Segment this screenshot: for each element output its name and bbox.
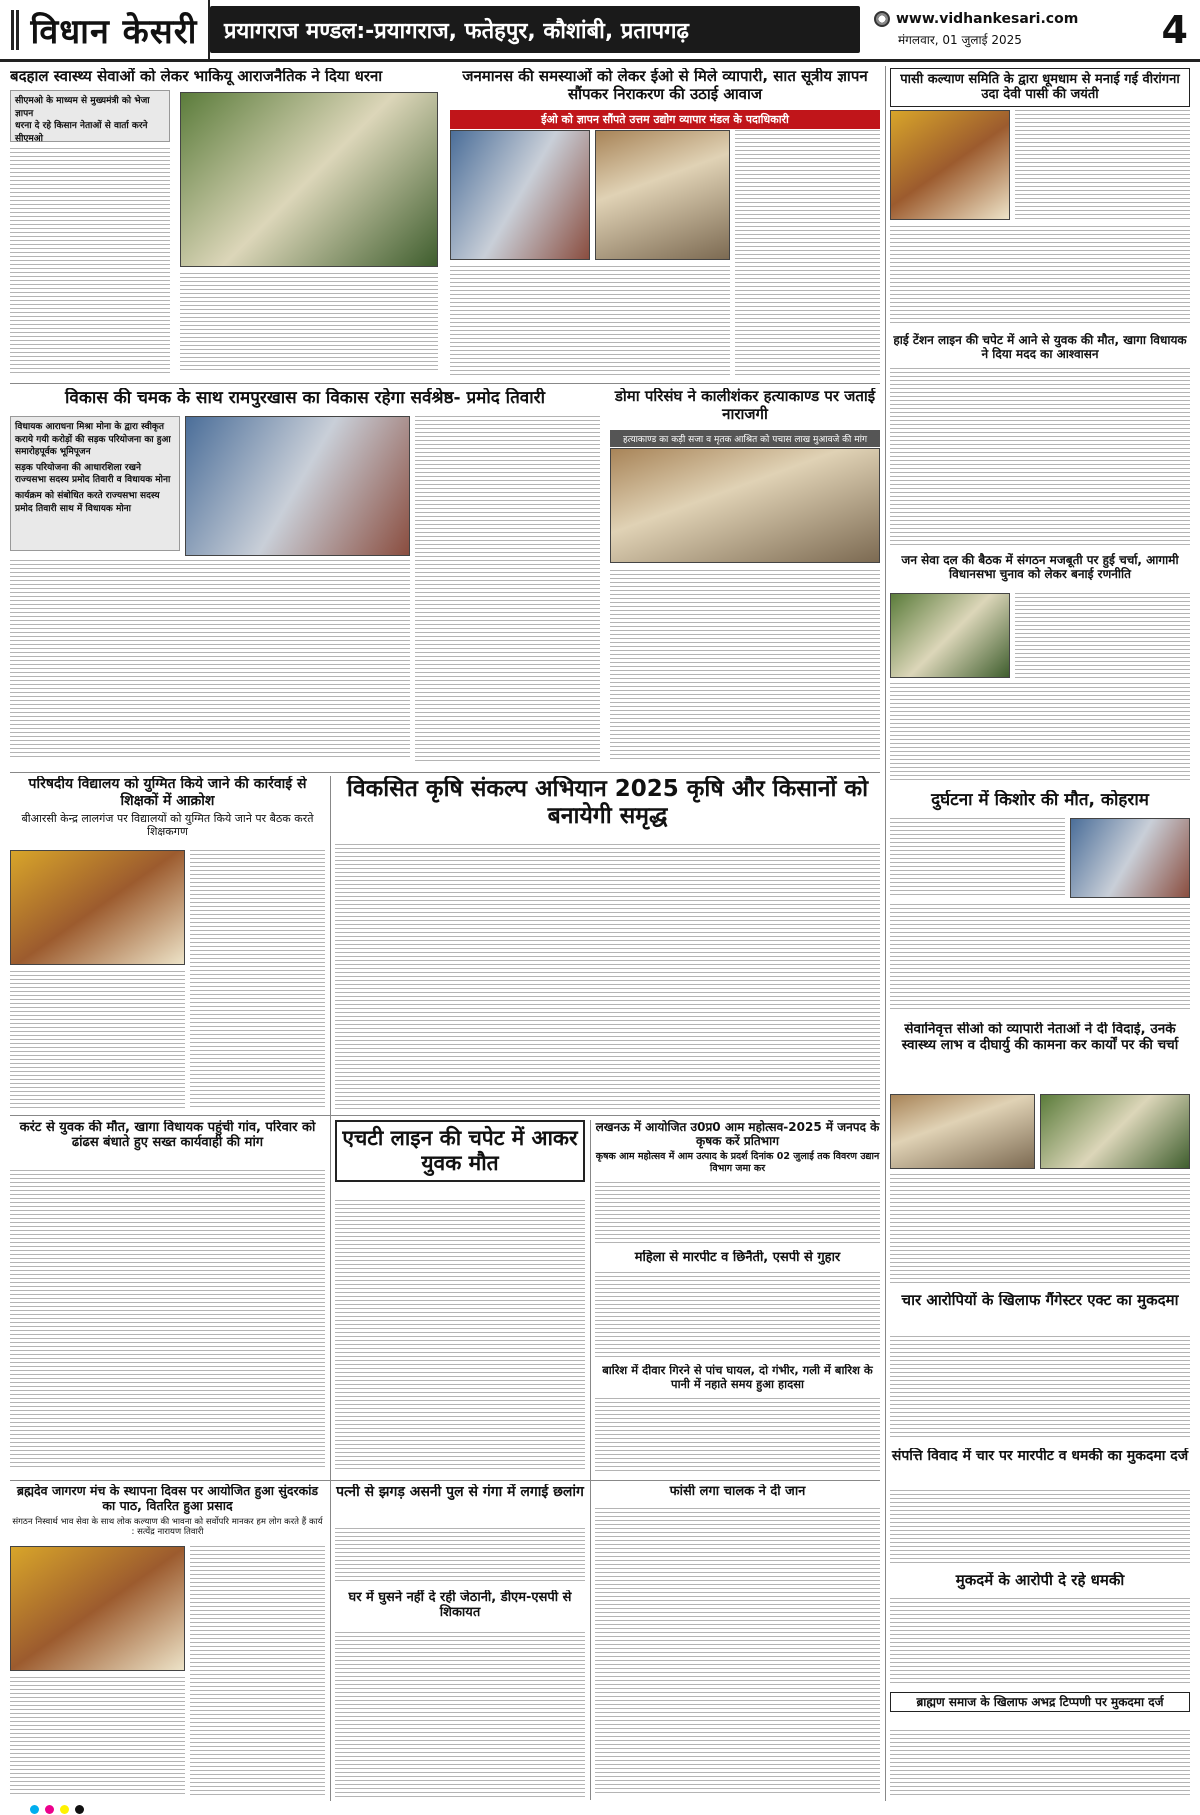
body-text bbox=[890, 818, 1065, 898]
article-photo bbox=[180, 92, 438, 267]
photo-caption-bar: ईओ को ज्ञापन सौंपते उत्तम उद्योग व्यापार मंडल के पदाधिकारी bbox=[450, 110, 880, 129]
article-krishi-sankalp bbox=[335, 776, 880, 1111]
print-color-strip bbox=[0, 1803, 1200, 1815]
body-text bbox=[335, 1200, 585, 1470]
body-text bbox=[890, 226, 1190, 326]
page-number: 4 bbox=[1161, 8, 1188, 52]
yellow-dot-icon bbox=[60, 1805, 69, 1814]
body-text bbox=[890, 683, 1190, 781]
column-divider bbox=[330, 776, 331, 1801]
globe-icon bbox=[874, 11, 890, 27]
body-text bbox=[1015, 110, 1190, 220]
section-band: प्रयागराज मण्डल:-प्रयागराज, फतेहपुर, कौशांबी, प्रतापगढ़ bbox=[210, 6, 860, 53]
newspaper-logo bbox=[0, 0, 210, 59]
headline: हाई टेंशन लाइन की चपेट में आने से युवक की मौत, खागा विधायक ने दिया मदद का आश्वासन bbox=[893, 333, 1187, 362]
body-text bbox=[180, 273, 438, 373]
article-mahila-marpeet bbox=[595, 1250, 880, 1360]
issue-date: मंगलवार, 01 जुलाई 2025 bbox=[898, 33, 1022, 47]
headline: करंट से युवक की मौत, खागा विधायक पहुंची गांव, परिवार को ढांढस बंधाते हुए सख्त कार्यवाही की मांग bbox=[19, 1120, 316, 1151]
body-text bbox=[10, 1677, 185, 1796]
headline: ब्रह्मदेव जागरण मंच के स्थापना दिवस पर आयोजित हुआ सुंदरकांड का पाठ, वितरित हुआ प्रसाद bbox=[16, 1484, 319, 1513]
article-pasi-samiti bbox=[890, 68, 1190, 548]
article-current-death bbox=[10, 1120, 325, 1475]
article-dharna bbox=[10, 68, 440, 378]
body-text bbox=[10, 560, 410, 760]
headline: लखनऊ में आयोजित उ0प्र0 आम महोत्सव-2025 में जनपद के कृषक करें प्रतिभाग bbox=[595, 1120, 880, 1149]
body-text bbox=[335, 844, 880, 1109]
article-highlights bbox=[10, 416, 180, 551]
article-ht-line bbox=[335, 1120, 585, 1475]
body-text bbox=[335, 1528, 585, 1582]
article-photo bbox=[610, 448, 880, 563]
headline: डोमा परिसंघ ने कालीशंकर हत्याकाण्ड पर जताई नाराजगी bbox=[614, 388, 876, 423]
masthead bbox=[0, 0, 1200, 62]
article-gangster-act bbox=[890, 1292, 1190, 1442]
body-text bbox=[595, 1272, 880, 1358]
body-text bbox=[890, 368, 1190, 546]
body-text bbox=[595, 1508, 880, 1796]
headline: बदहाल स्वास्थ्य सेवाओं को लेकर भाकियू आराजनैतिक ने दिया धरना bbox=[10, 68, 383, 85]
highlight-item: कार्यक्रम को संबोधित करते राज्यसभा सदस्य प्रमोद तिवारी साथ में विधायक मोना bbox=[15, 490, 160, 514]
headline: चार आरोपियों के खिलाफ गैंगेस्टर एक्ट का मुकदमा bbox=[901, 1292, 1179, 1309]
headline: महिला से मारपीट व छिनैती, एसपी से गुहार bbox=[634, 1250, 841, 1265]
article-school-merger bbox=[10, 776, 325, 1111]
headline: पासी कल्याण समिति के द्वारा धूमधाम से मनाई गई वीरांगना उदा देवी पासी की जयंती bbox=[890, 68, 1190, 107]
article-photo bbox=[10, 850, 185, 965]
subheadline: संगठन निस्वार्थ भाव सेवा के साथ लोक कल्याण की भावना को सर्वोपरि मानकर हम लोग करते हैं कार्य : सत्येंद्र नारायण तिवारी bbox=[12, 1516, 323, 1537]
column-divider bbox=[885, 66, 886, 1801]
article-rampur-khas bbox=[10, 388, 600, 768]
article-wall-collapse bbox=[595, 1364, 880, 1474]
article-photo bbox=[450, 130, 590, 260]
body-text bbox=[595, 1398, 880, 1472]
article-photo bbox=[10, 1546, 185, 1671]
article-driver-suicide bbox=[595, 1484, 880, 1799]
logo-ornament-icon bbox=[11, 10, 21, 50]
cyan-dot-icon bbox=[30, 1805, 39, 1814]
article-photo bbox=[890, 1094, 1035, 1169]
photo-caption-bar: हत्याकाण्ड का कड़ी सजा व मृतक आश्रित को पचास लाख मुआवजे की मांग bbox=[610, 430, 880, 447]
article-doma-parisangh bbox=[610, 388, 880, 768]
headline: विकास की चमक के साथ रामपुरखास का विकास रहेगा सर्वश्रेष्ठ- प्रमोद तिवारी bbox=[65, 388, 545, 408]
black-dot-icon bbox=[75, 1805, 84, 1814]
divider bbox=[10, 383, 880, 384]
body-text bbox=[190, 850, 325, 1108]
body-text bbox=[10, 148, 170, 373]
body-text bbox=[595, 1182, 880, 1244]
article-photo bbox=[890, 593, 1010, 678]
body-text bbox=[335, 1632, 585, 1797]
article-co-farewell bbox=[890, 1022, 1190, 1287]
headline: फांसी लगा चालक ने दी जान bbox=[669, 1484, 806, 1499]
divider bbox=[10, 1115, 880, 1116]
article-jan-seva-dal bbox=[890, 553, 1190, 783]
headline: मुकदमें के आरोपी दे रहे धमकी bbox=[955, 1572, 1125, 1589]
article-accident-teen bbox=[890, 790, 1190, 1015]
article-photo bbox=[1040, 1094, 1190, 1169]
logo-text: विधान केसरी bbox=[30, 11, 198, 52]
headline: ब्राह्मण समाज के खिलाफ अभद्र टिप्पणी पर मुकदमा दर्ज bbox=[890, 1692, 1190, 1712]
headline: परिषदीय विद्यालय को युग्मित किये जाने की कार्रवाई से शिक्षकों में आक्रोश bbox=[28, 776, 307, 809]
headline: पत्नी से झगड़ असनी पुल से गंगा में लगाई छलांग bbox=[336, 1484, 584, 1500]
column-divider bbox=[590, 1120, 591, 1800]
body-text bbox=[890, 1174, 1190, 1284]
headline: सेवानिवृत्त सीओ को व्यापारी नेताओं ने दी विदाई, उनके स्वास्थ्य लाभ व दीघार्यु की कामना कर कार्यों पर की चर्चा bbox=[901, 1022, 1179, 1053]
subheadline: कृषक आम महोत्सव में आम उत्पाद के प्रदर्श दिनांक 02 जुलाई तक विवरण उद्यान विभाग जमा कर bbox=[595, 1151, 880, 1174]
body-text bbox=[1015, 593, 1190, 678]
body-text bbox=[890, 1490, 1190, 1564]
body-text bbox=[890, 904, 1190, 1012]
highlight-item: धरना दे रहे किसान नेताओं से वार्ता करने सीएमओ bbox=[15, 121, 148, 144]
masthead-meta bbox=[860, 0, 1200, 59]
article-aam-mahotsav bbox=[595, 1120, 880, 1245]
headline: विकसित कृषि संकल्प अभियान 2025 कृषि और किसानों को बनायेगी समृद्ध bbox=[346, 776, 869, 830]
article-highlights bbox=[10, 90, 170, 142]
article-photo bbox=[595, 130, 730, 260]
article-photo bbox=[1070, 818, 1190, 898]
body-text bbox=[10, 971, 185, 1108]
subheadline: बीआरसी केन्द्र लालगंज पर विद्यालयों को युग्मित किये जाने पर बैठक करते शिक्षकगण bbox=[21, 812, 314, 838]
headline: बारिश में दीवार गिरने से पांच घायल, दो गंभीर, गली में बारिश के पानी में नहाते समय हुआ हादसा bbox=[602, 1364, 873, 1391]
body-text bbox=[890, 1598, 1190, 1686]
divider bbox=[10, 1480, 880, 1481]
body-text bbox=[190, 1546, 325, 1796]
magenta-dot-icon bbox=[45, 1805, 54, 1814]
body-text bbox=[415, 416, 600, 761]
website-url: www.vidhankesari.com bbox=[896, 11, 1079, 27]
highlight-item: विधायक आराधना मिश्रा मोना के द्वारा स्वीकृत कराये गयी करोड़ों की सड़क परियोजना का हुआ समारोहपूर्वक भूमिपूजन bbox=[15, 422, 171, 458]
website-link[interactable] bbox=[874, 11, 1200, 27]
divider bbox=[10, 772, 880, 773]
headline: जन सेवा दल की बैठक में संगठन मजबूती पर हुई चर्चा, आगामी विधानसभा चुनाव को लेकर बनाई रणनीति bbox=[901, 553, 1179, 582]
article-jethani bbox=[335, 1590, 585, 1800]
headline: जनमानस की समस्याओं को लेकर ईओ से मिले व्यापारी, सात सूत्रीय ज्ञापन सौंपकर निराकरण की उठाई आवाज bbox=[462, 68, 868, 103]
article-accused-threat bbox=[890, 1572, 1190, 1687]
article-property-dispute bbox=[890, 1448, 1190, 1566]
highlight-item: सीएमओ के माध्यम से मुख्यमंत्री को भेजा ज्ञापन bbox=[15, 96, 150, 119]
headline: दुर्घटना में किशोर की मौत, कोहराम bbox=[931, 790, 1149, 810]
headline: संपत्ति विवाद में चार पर मारपीट व धमकी का मुकदमा दर्ज bbox=[891, 1448, 1189, 1464]
article-photo bbox=[890, 110, 1010, 220]
headline: घर में घुसने नहीं दे रही जेठानी, डीएम-एसपी से शिकायत bbox=[348, 1590, 572, 1621]
body-text bbox=[890, 1336, 1190, 1440]
article-eo-memo bbox=[450, 68, 880, 378]
body-text bbox=[610, 570, 880, 760]
article-sundarkand bbox=[10, 1484, 325, 1799]
article-ganga-jump bbox=[335, 1484, 585, 1584]
body-text bbox=[890, 1730, 1190, 1798]
article-brahmin-remark bbox=[890, 1692, 1190, 1800]
body-text bbox=[735, 130, 880, 375]
highlight-item: सड़क परियोजना की आधारशिला रखने राज्यसभा सदस्य प्रमोद तिवारी व विधायक मोना bbox=[15, 462, 171, 486]
body-text bbox=[10, 1170, 325, 1470]
body-text bbox=[450, 266, 730, 376]
article-photo bbox=[185, 416, 410, 556]
headline: एचटी लाइन की चपेट में आकर युवक मौत bbox=[335, 1120, 585, 1182]
